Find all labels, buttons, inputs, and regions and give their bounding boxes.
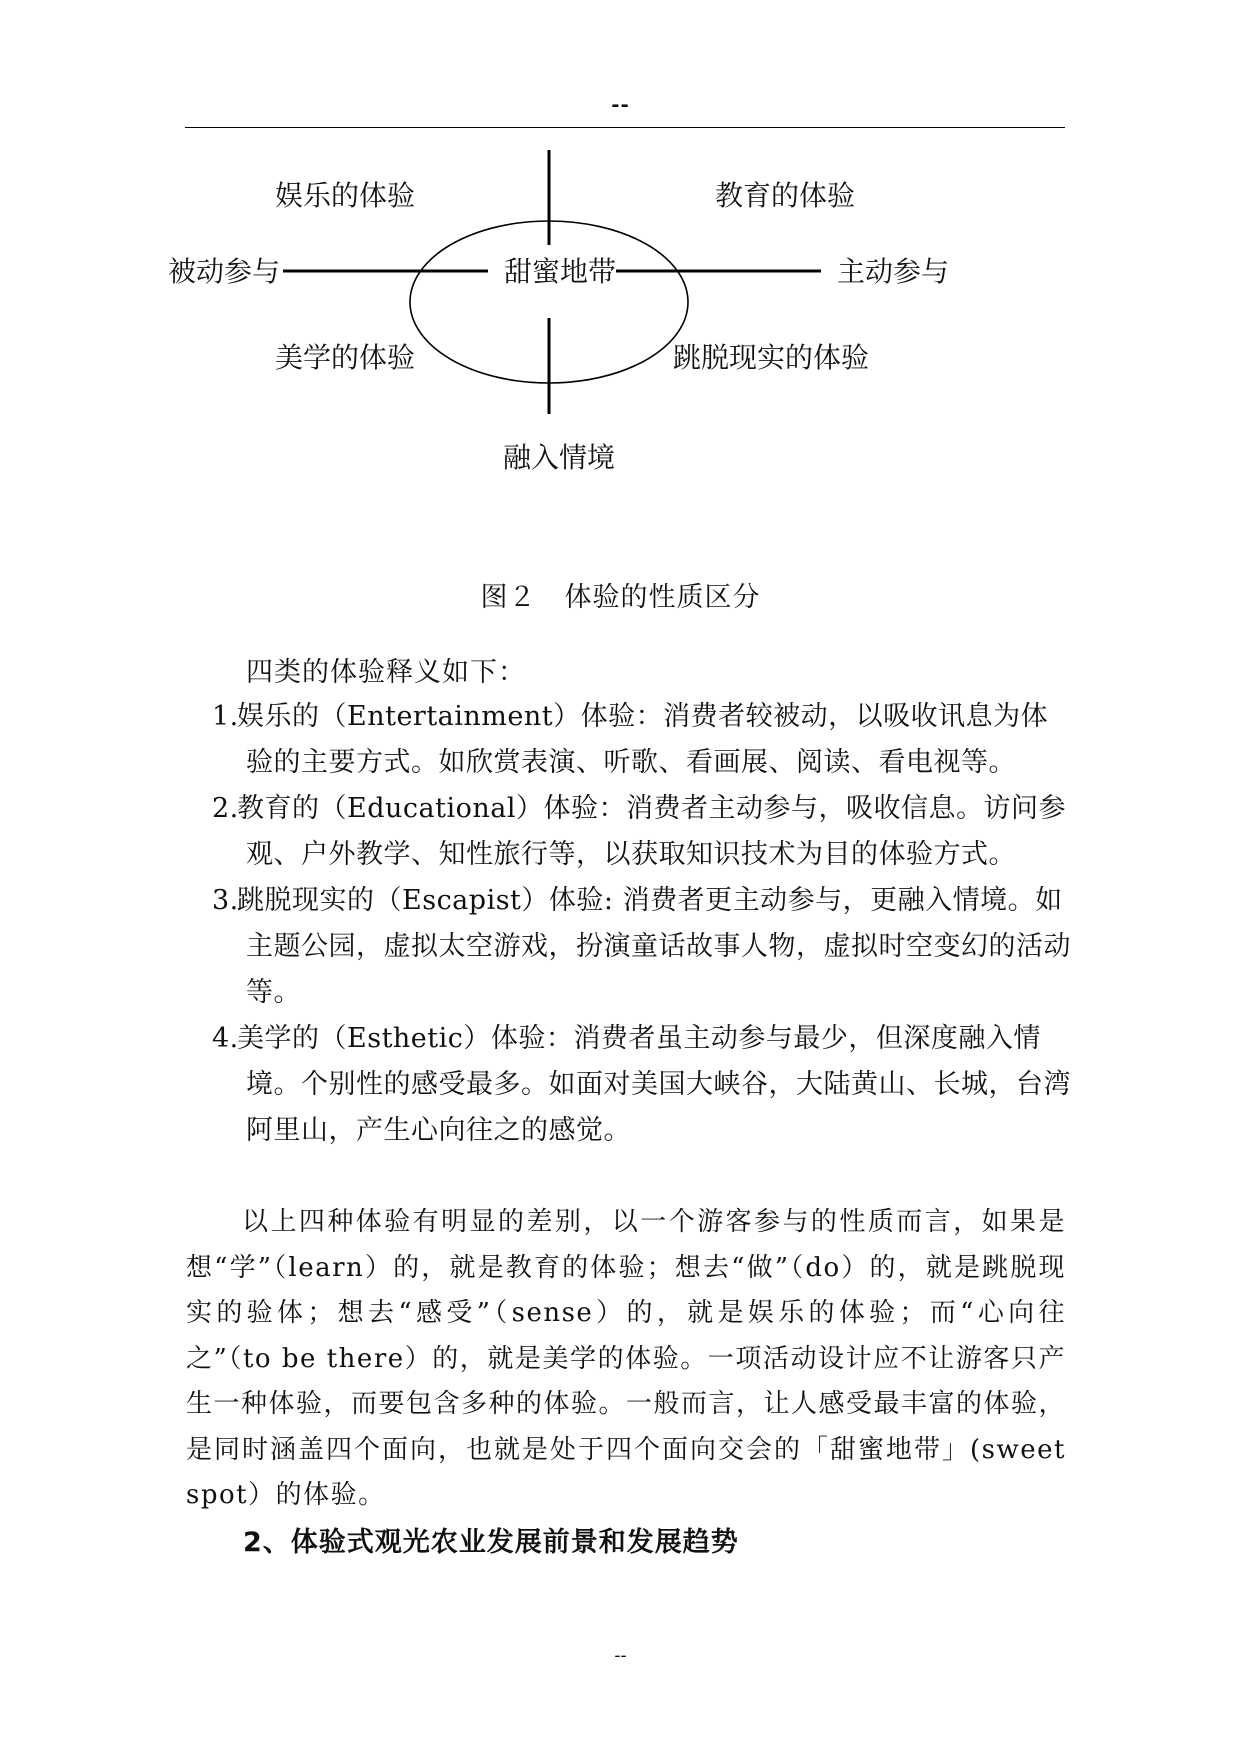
list-item-text: 娱乐的（Entertainment）体验：消费者较被动，以吸收讯息为体验的主要方式。如欣赏表演、听歌、看画展、阅读、看电视等。 xyxy=(237,701,1049,778)
list-item xyxy=(212,1016,1072,1154)
axis-label-active: 主动参与 xyxy=(837,255,950,288)
list-item xyxy=(212,786,1072,878)
list-item-number: 1. xyxy=(212,701,239,732)
list-item xyxy=(212,694,1072,786)
header-rule xyxy=(185,127,1065,128)
axis-label-immersion: 融入情境 xyxy=(503,441,616,474)
page-footer-mark: -- xyxy=(614,1645,627,1666)
list-item-number: 2. xyxy=(212,793,239,824)
quadrant-label-entertainment: 娱乐的体验 xyxy=(275,179,416,212)
list-item-number: 4. xyxy=(212,1023,239,1054)
experience-definition-list xyxy=(212,694,1072,1154)
list-item-number: 3. xyxy=(212,885,239,916)
page-header-mark: -- xyxy=(611,92,630,116)
quadrant-label-esthetic: 美学的体验 xyxy=(275,341,416,374)
axis-label-passive: 被动参与 xyxy=(168,255,281,288)
body-paragraph: 以上四种体验有明显的差别，以一个游客参与的性质而言，如果是想“学”（learn）的，就是教育的体验；想去“做”（do）的，就是跳脱现实的验体；想去“感受”（sense）的，就是娱乐的体验；而“心向往之”（to be there）的，就是美学的体验。一项活动设计应不让游客只产生一种体验，而要包含多种的体验。一般而言，让人感受最丰富的体验，是同时涵盖四个面向，也就是处于四个面向交会的「甜蜜地带」(sweet spot）的体验。 xyxy=(186,1207,1067,1510)
list-item xyxy=(212,878,1072,1016)
quadrant-label-educational: 教育的体验 xyxy=(715,179,856,212)
list-item-text: 美学的（Esthetic）体验：消费者虽主动参与最少，但深度融入情境。个别性的感受最多。如面对美国大峡谷，大陆黄山、长城，台湾阿里山，产生心向往之的感觉。 xyxy=(237,1023,1071,1146)
intro-line: 四类的体验释义如下： xyxy=(246,657,526,688)
section-heading: 2、体验式观光农业发展前景和发展趋势 xyxy=(243,1527,739,1558)
list-item-text: 跳脱现实的（Escapist）体验: 消费者更主动参与，更融入情境。如主题公园，虚拟太空游戏，扮演童话故事人物，虚拟时空变幻的活动等。 xyxy=(237,885,1071,1008)
list-item-text: 教育的（Educational）体验：消费者主动参与，吸收信息。访问参观、户外教学、知性旅行等，以获取知识技术为目的体验方式。 xyxy=(237,793,1066,870)
experience-quadrant-diagram xyxy=(168,150,1065,550)
center-label-sweet-spot: 甜蜜地带 xyxy=(504,255,617,288)
quadrant-label-escapist: 跳脱现实的体验 xyxy=(673,341,870,374)
figure-caption: 图２ 体验的性质区分 xyxy=(480,582,761,613)
